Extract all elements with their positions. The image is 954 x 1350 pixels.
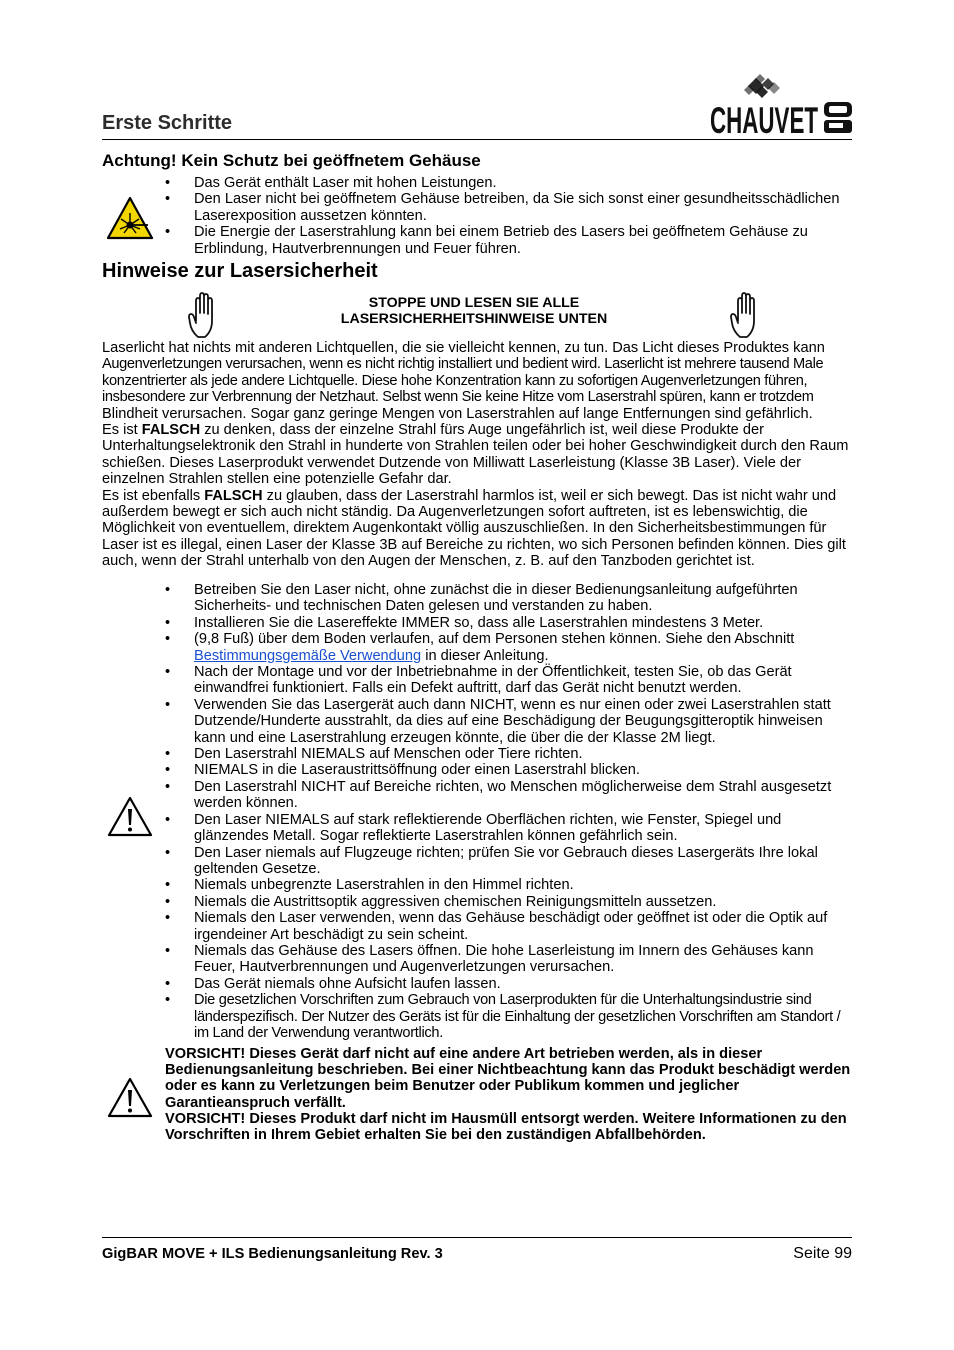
paragraph-text: Blindheit verursachen. Sogar ganz geringe Mengen von Laserstrahlen auf lange Entfernungen sind gefährlich. [102,405,813,422]
laser-warning-icon [106,196,154,240]
caution-text: VORSICHT! Dieses Produkt darf nicht im Hausmüll entsorgt werden. Weitere Informationen zu den Vorschriften in Ihrem Gebiet erhalten Sie bei den zuständigen Abfallbehörden. [165,1110,847,1144]
footer-rule [102,1237,852,1238]
laser-safety-body [102,340,854,570]
list-item [165,631,855,664]
stop-hand-icon [729,291,761,339]
chauvet-dj-logo [708,74,854,141]
caution-text: VORSICHT! Dieses Gerät darf nicht auf eine andere Art betrieben werden, als in dieser Bedienungsanleitung beschrieben. Bei einer Nichtbeachtung kann das Produkt beschädigt werden oder es kann zu Verletzungen beim Benutzer oder Publikum kommen und jeglicher Garantieanspruch verfällt. [165,1046,851,1111]
warning-triangle-icon [107,796,153,837]
paragraph [102,422,854,488]
list-item-text: in dieser Anleitung. [425,647,549,664]
list-item: • Den Laserstrahl NIEMALS auf Menschen oder Tiere richten. [165,746,855,762]
paragraph [102,488,854,570]
paragraph-text: Es ist ebenfalls [102,487,201,504]
svg-text:CHAUVET: CHAUVET [710,100,819,141]
list-item: • NIEMALS in die Laseraustrittsöffnung oder einen Laserstrahl blicken. [165,762,855,778]
stop-and-read-notice [300,295,648,328]
paragraph-text: Laserlicht hat nichts mit anderen Lichtquellen, die sie vielleicht kennen, zu tun. Das Licht dieses Produktes kann [102,340,825,356]
list-item: • Installieren Sie die Lasereffekte IMMER so, dass alle Laserstrahlen mindestens 3 Meter. [165,615,855,631]
list-item: • Den Laserstrahl NICHT auf Bereiche richten, wo Menschen möglicherweise dem Strahl ausgesetzt werden können. [165,779,855,812]
section-title-laser-safety: Hinweise zur Lasersicherheit [102,260,378,282]
stop-hand-icon [187,291,219,339]
list-item: • Das Gerät niemals ohne Aufsicht laufen lassen. [165,976,855,992]
list-item: • Den Laser NIEMALS auf stark reflektierende Oberflächen richten, wie Fenster, Spiegel und glänzendes Metall. Sogar reflektierte Laserstrahlen können gefährlich sein. [165,812,855,845]
section-header-title: Erste Schritte [102,112,233,134]
list-item: • Das Gerät enthält Laser mit hohen Leistungen. [165,175,855,191]
caution-notice [165,1046,855,1143]
emphasis-falsch: FALSCH [141,422,201,439]
paragraph-text: zu denken, dass der einzelne Strahl fürs Auge ungefährlich ist, weil diese Produkte der Unterhaltungselektronik den Strahl in hunderte von Strahlen teilen oder bei hoher Geschwindigkeit durch den Raum schießen. Dieses Laserprodukt verwendet Dutzende von Milliwatt Laserleistung (Klasse 3B Laser). Viele der einzelnen Strahlen stellen eine potenzielle Gefahr dar. [102,422,849,488]
stop-line-2: LASERSICHERHEITSHINWEISE UNTEN [340,311,608,328]
footer-page-number: Seite 99 [793,1245,852,1262]
footer-document-title: GigBAR MOVE + ILS Bedienungsanleitung Rev. 3 [102,1246,443,1262]
list-item: • Niemals den Laser verwenden, wenn das Gehäuse beschädigt oder geöffnet ist oder die Optik auf irgendeiner Art beschädigt zu sein scheint. [165,910,855,943]
list-item: • Den Laser niemals auf Flugzeuge richten; prüfen Sie vor Gebrauch dieses Lasergeräts Ihre lokal geltenden Gesetze. [165,845,855,878]
warning-triangle-icon [107,1077,153,1118]
list-item: • Niemals unbegrenzte Laserstrahlen in den Himmel richten. [165,877,855,893]
stop-line-1: STOPPE UND LESEN SIE ALLE [368,295,580,311]
list-item: • Niemals die Austrittsoptik aggressiven chemischen Reinigungsmitteln aussetzen. [165,894,855,910]
list-item: • Den Laser nicht bei geöffnetem Gehäuse betreiben, da Sie sich sonst einer gesundheitsschädlichen Laserexposition aussetzen könnten. [165,191,855,224]
list-item: • Verwenden Sie das Lasergerät auch dann NICHT, wenn es nur einen oder zwei Laserstrahlen statt Dutzende/Hunderte ausstrahlt, da dies auf eine Beschädigung der Beugungsgitteroptik hinweisen kann und eine Laserstrahlung erzeugen könnte, die über die der Klasse 2M liegt. [165,697,855,746]
list-item: • Betreiben Sie den Laser nicht, ohne zunächst die in dieser Bedienungsanleitung aufgeführten Sicherheits- und technischen Daten gelesen und verstanden zu haben. [165,582,855,615]
paragraph-text: Es ist [102,422,138,439]
paragraph [102,340,854,422]
paragraph-text: Augenverletzungen verursachen, wenn es nicht richtig installiert und bedient wird. Laserlicht ist mehrere tausend Male konzentrierter als jede andere Lichtquelle. Diese hohe Konzentration kann zu sofortigen Augenverletzungen führen, insbesondere zur Verbrennung der Netzhaut. Selbst wenn Sie keine Hitze vom Laserstrahl spüren, kann er trotzdem [102,356,824,406]
list-item-text: (9,8 Fuß) über dem Boden verlaufen, auf dem Personen stehen können. Siehe den Abschnitt [194,631,795,648]
emphasis-falsch: FALSCH [204,487,263,504]
list-item: • Nach der Montage und vor der Inbetriebnahme in der Öffentlichkeit, testen Sie, ob das Gerät einwandfrei funktioniert. Falls ein Defekt auftritt, darf das Gerät nicht benutzt werden. [165,664,855,697]
no-protection-list [165,175,855,257]
list-item: • Niemals das Gehäuse des Lasers öffnen. Die hohe Laserleistung im Innern des Gehäuses kann Feuer, Hautverbrennungen und Augenverletzungen verursachen. [165,943,855,976]
section-title-no-protection: Achtung! Kein Schutz bei geöffnetem Gehäuse [102,151,481,170]
laser-safety-list [165,582,855,1041]
list-item: • Die Energie der Laserstrahlung kann bei einem Betrieb des Lasers bei geöffnetem Gehäuse zu Erblindung, Hautverbrennungen und Feuer führen. [165,224,855,257]
list-item: • Die gesetzlichen Vorschriften zum Gebrauch von Laserprodukten für die Unterhaltungsindustrie sind länderspezifisch. Der Nutzer des Geräts ist für die Einhaltung der gesetzlichen Vorschriften am Standort / im Land der Verwendung verantwortlich. [165,992,855,1041]
paragraph-text: zu glauben, dass der Laserstrahl harmlos ist, weil er sich bewegt. Das ist nicht wahr und außerdem bewegt er sich auch nicht ständig. Da Augenverletzungen sofort auftreten, ist es lebenswichtig, die Möglichkeit von eventuellem, direktem Augenkontakt völlig auszuschließen. In den Sicherheitsbestimmungen für Laser ist es illegal, einen Laser der Klasse 3B auf Bereiche zu richten, wo sich Personen befinden können. Dies gilt auch, wenn der Strahl unterhalb von den Augen der Menschen, z. B. auf den Tanzboden gerichtet ist. [102,487,846,570]
link-intended-use[interactable]: Bestimmungsgemäße Verwendung [194,647,422,664]
